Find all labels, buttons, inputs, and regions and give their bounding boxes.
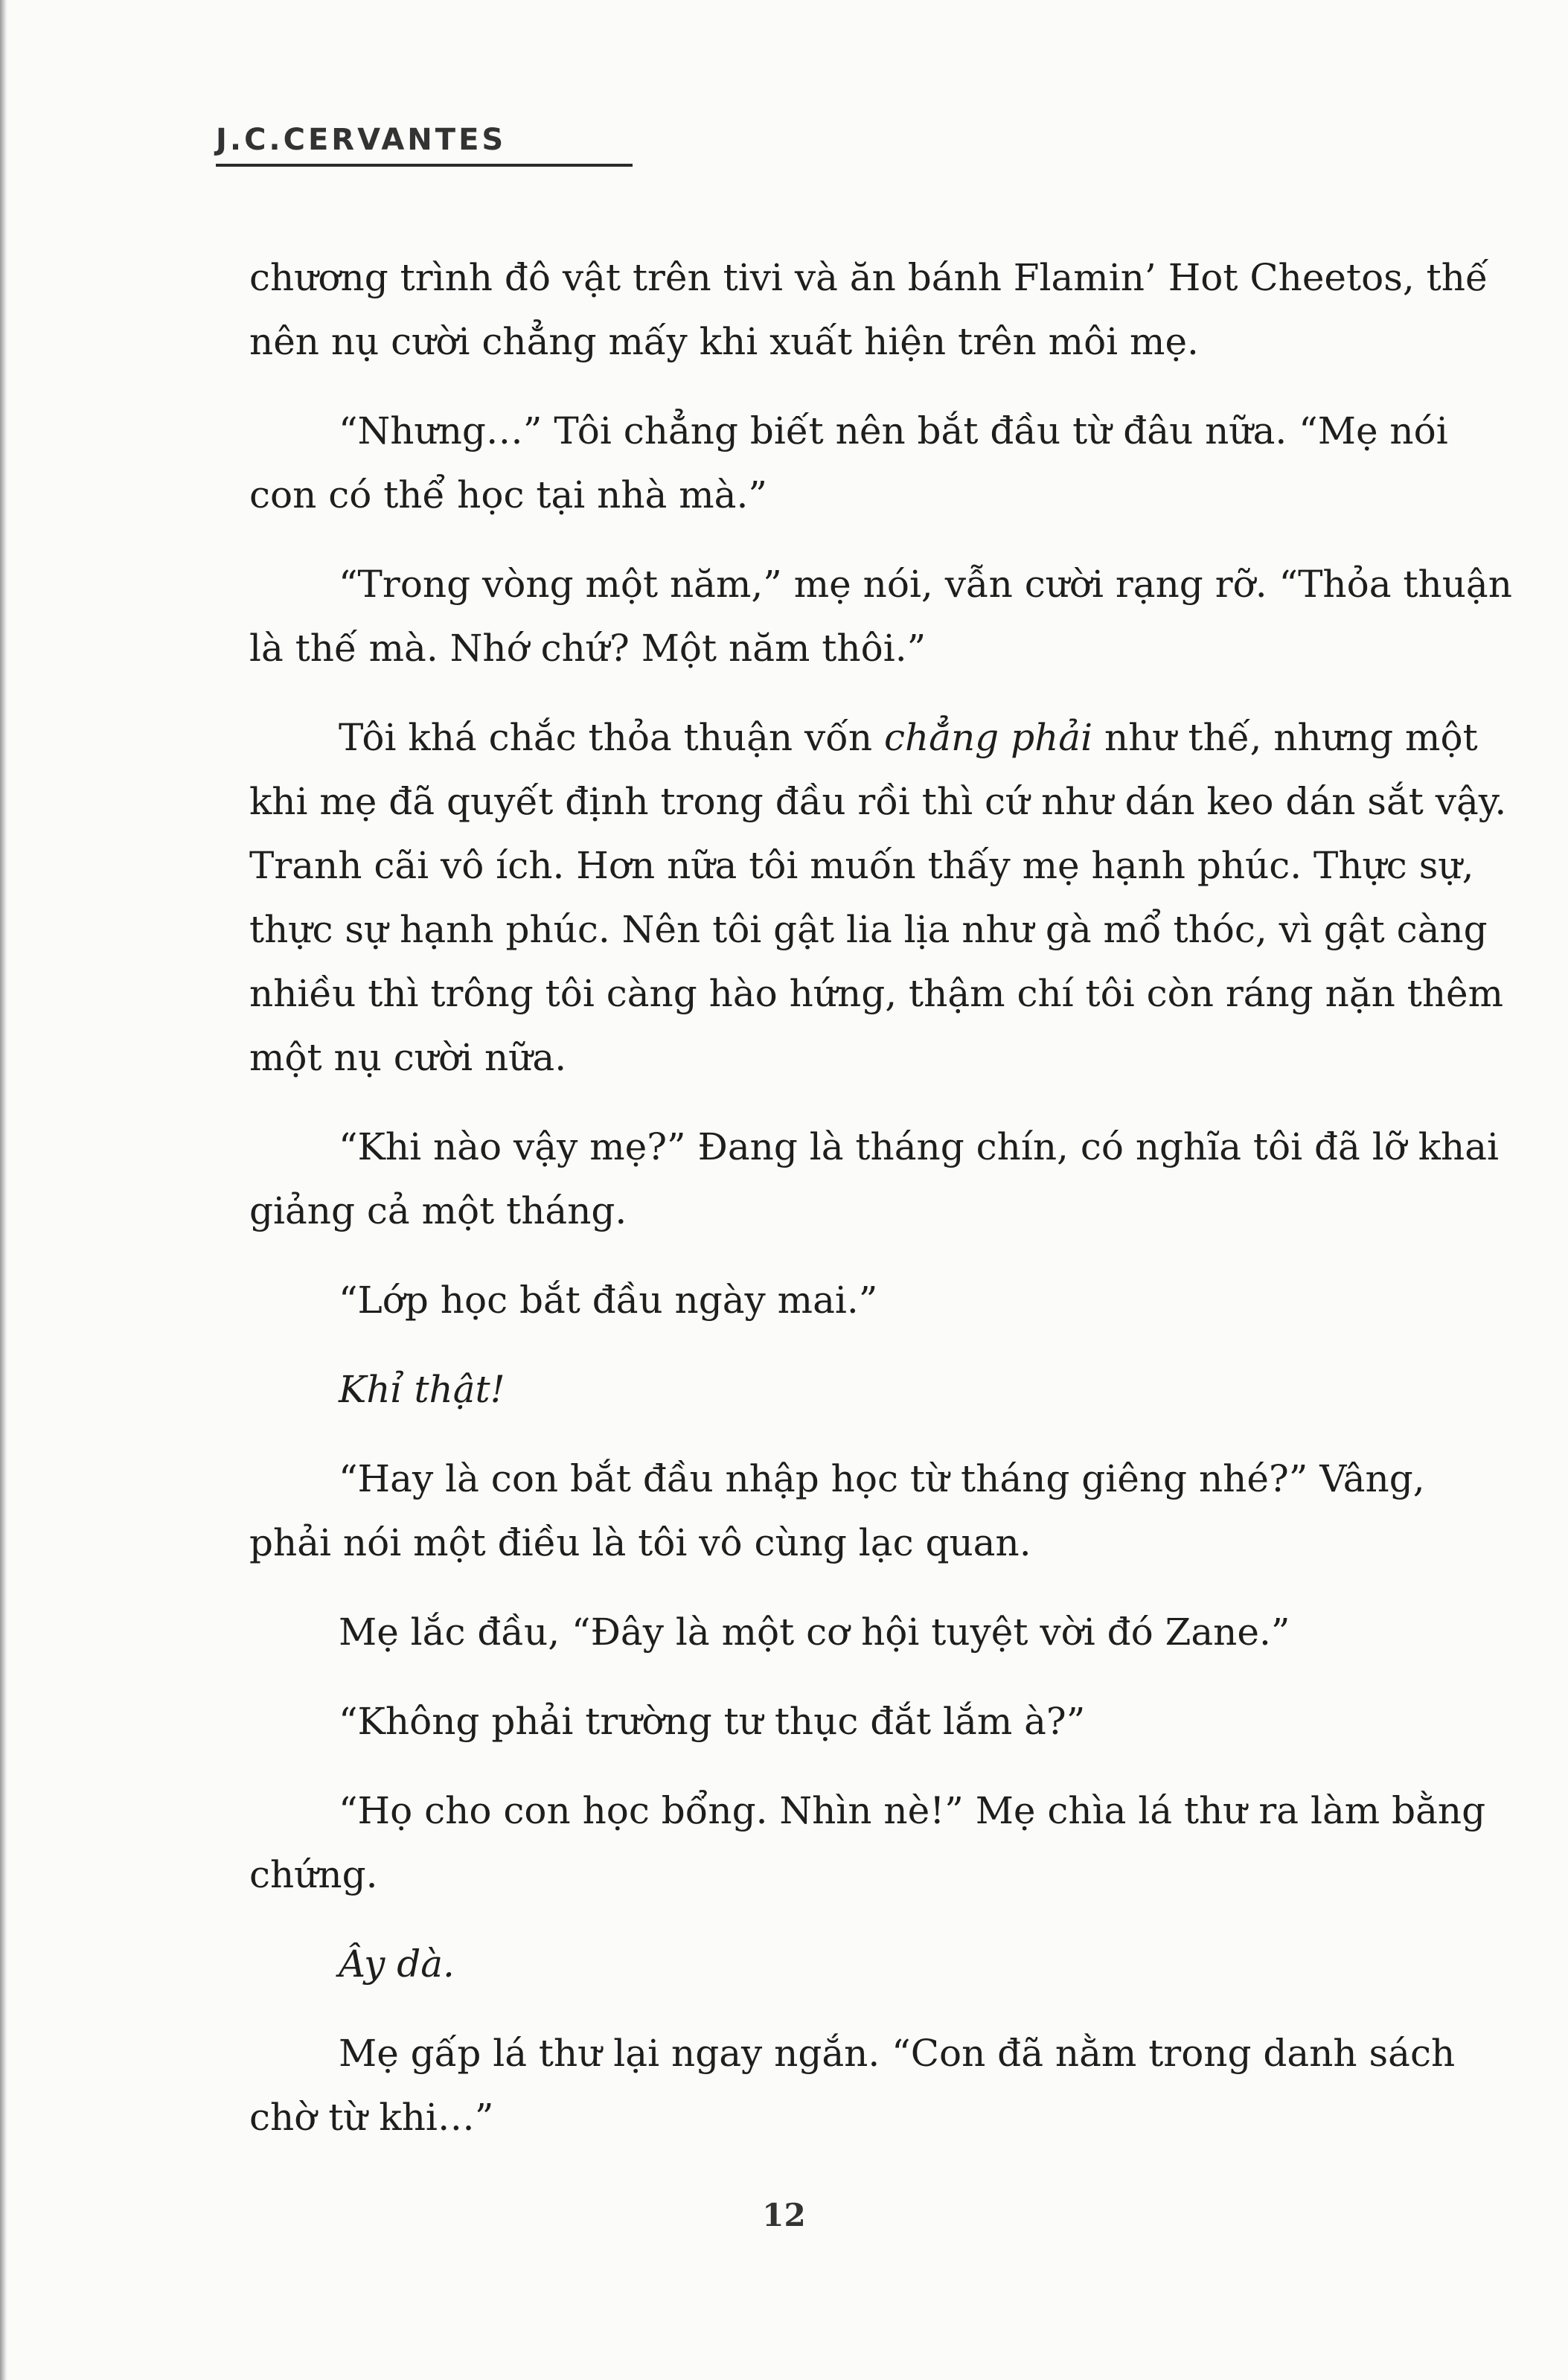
paragraph-emphasis: chẳng phải xyxy=(883,716,1093,759)
paragraph: “Hay là con bắt đầu nhập học từ tháng giêng nhé?” Vâng, phải nói một điều là tôi vô cùng lạc quan. xyxy=(249,1457,1425,1564)
page-number: 12 xyxy=(762,2197,806,2233)
paragraph-text: Tôi khá chắc thỏa thuận vốn xyxy=(339,716,884,759)
header-author: J.C.CERVANTES xyxy=(216,123,507,157)
paragraph: Mẹ gấp lá thư lại ngay ngắn. “Con đã nằm trong danh sách chờ từ khi…” xyxy=(249,2032,1456,2139)
paragraph: Mẹ lắc đầu, “Đây là một cơ hội tuyệt vời đó Zane.” xyxy=(339,1610,1290,1654)
paragraph: “Họ cho con học bổng. Nhìn nè!” Mẹ chìa lá thư ra làm bằng chứng. xyxy=(249,1789,1486,1896)
body-text xyxy=(249,246,1514,2175)
paragraph-text: như thế, nhưng một khi mẹ đã quyết định trong đầu rồi thì cứ như dán keo dán sắt vậy. Tranh cãi vô ích. Hơn nữa tôi muốn thấy mẹ hạnh phúc. Thực sự, thực sự hạnh phúc. Nên tôi gật lia lịa như gà mổ thóc, vì gật càng nhiều thì trông tôi càng hào hứng, thậm chí tôi còn ráng nặn thêm một nụ cười nữa. xyxy=(249,716,1507,1079)
paragraph: “Không phải trường tư thục đắt lắm à?” xyxy=(339,1700,1086,1743)
paragraph: “Khi nào vậy mẹ?” Đang là tháng chín, có nghĩa tôi đã lỡ khai giảng cả một tháng. xyxy=(249,1125,1500,1232)
page-binding-edge xyxy=(0,0,7,2380)
paragraph-italic: Khỉ thật! xyxy=(339,1368,505,1411)
paragraph: chương trình đô vật trên tivi và ăn bánh Flamin’ Hot Cheetos, thế nên nụ cười chẳng mấy khi xuất hiện trên môi mẹ. xyxy=(249,256,1488,363)
running-header xyxy=(216,125,633,167)
paragraph: “Lớp học bắt đầu ngày mai.” xyxy=(339,1279,878,1322)
paragraph-italic: Ây dà. xyxy=(339,1942,455,1986)
paragraph xyxy=(249,706,1514,1090)
paragraph: “Nhưng…” Tôi chẳng biết nên bắt đầu từ đâu nữa. “Mẹ nói con có thể học tại nhà mà.” xyxy=(249,409,1448,516)
paragraph: “Trong vòng một năm,” mẹ nói, vẫn cười rạng rỡ. “Thỏa thuận là thế mà. Nhớ chứ? Một năm thôi.” xyxy=(249,563,1512,670)
